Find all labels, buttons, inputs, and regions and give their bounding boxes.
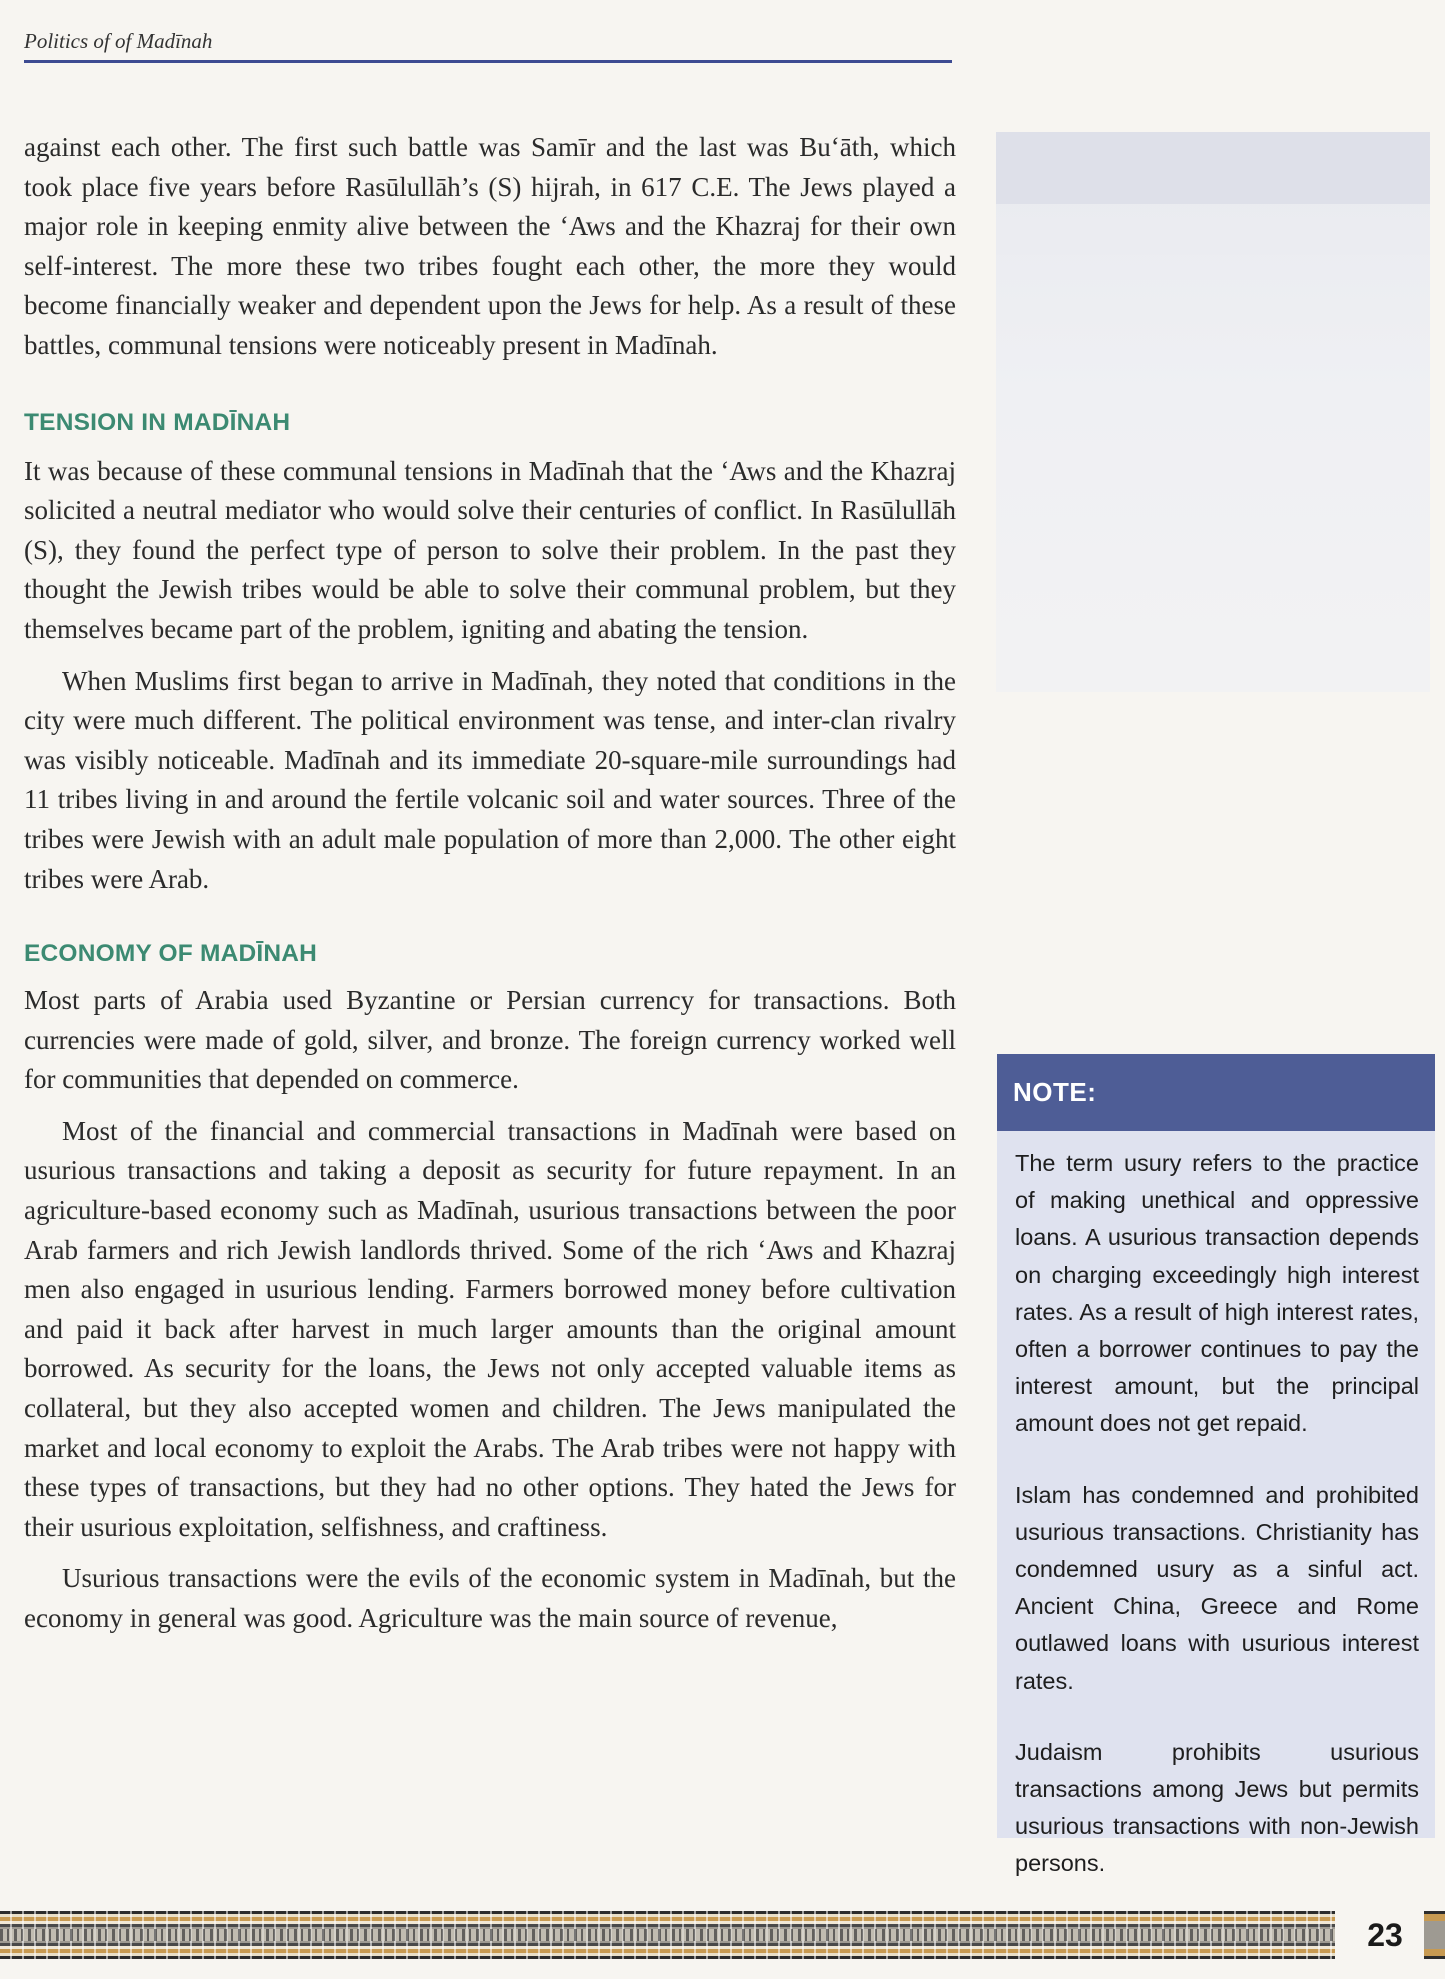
note-paragraph-1: The term usury refers to the practice of making unethical and oppressive loans. A usurious transaction depends on charging exceedingly high interest rates. As a result of high interest rates, often a borrower continues to pay the interest amount, but the principal amount does not get repaid. [1015,1150,1419,1437]
bleed-through-area [996,132,1430,692]
note-body [997,1131,1435,1883]
main-text [24,128,956,1639]
paragraph-economy-1: Most parts of Arabia used Byzantine or Persian currency for transactions. Both currencies were made of gold, silver, and bronze. The foreign currency worked well for communities that depended on commerce. [24,985,956,1095]
page-footer [0,1903,1445,1979]
note-title: NOTE: [997,1054,1435,1131]
paragraph-tension-2: When Muslims first began to arrive in Madīnah, they noted that conditions in the city were much different. The political environment was tense, and inter-clan rivalry was visibly noticeable. Madīnah and its immediate 20-square-mile surroundings had 11 tribes living in and around the fertile volcanic soil and water sources. Three of the tribes were Jewish with an adult male population of more than 2,000. The other eight tribes were Arab. [24,665,956,894]
heading-tension: TENSION IN MADĪNAH [24,408,291,436]
paragraph-economy-3: Usurious transactions were the evils of the economic system in Madīnah, but the economy in general was good. Agriculture was the main source of revenue, [24,1563,956,1633]
running-title: Politics of of Madīnah [24,29,213,53]
decorative-border-end [1424,1911,1445,1959]
header-rule [24,60,952,63]
paragraph-tension-1: It was because of these communal tensions in Madīnah that the ‘Aws and the Khazraj solicited a neutral mediator who would solve their centuries of conflict. In Rasūlullāh (S), they found the perfect type of person to solve their problem. In the past they thought the Jewish tribes would be able to solve their communal problem, but they themselves became part of the problem, igniting and abating the tension. [24,455,956,644]
note-paragraph-3: Judaism prohibits usurious transactions among Jews but permits usurious transactions with non-Jewish persons. [1015,1738,1419,1877]
paragraph-economy-2: Most of the financial and commercial transactions in Madīnah were based on usurious transactions and taking a deposit as security for future repayment. In an agriculture-based economy such as Madīnah, usurious transactions between the poor Arab farmers and rich Jewish landlords thrived. Some of the rich ‘Aws and Khazraj men also engaged in usurious lending. Farmers borrowed money before cultivation and paid it back after harvest in much larger amounts than the original amount borrowed. As security for the loans, the Jews not only accepted valuable items as collateral, but they also accepted women and children. The Jews manipulated the market and local economy to exploit the Arabs. The Arab tribes were not happy with these types of transactions, but they had no other options. They hated the Jews for their usurious exploitation, selfishness, and craftiness. [24,1115,956,1542]
decorative-border [0,1911,1335,1959]
page-number: 23 [1352,1911,1418,1959]
paragraph-intro: against each other. The first such battle was Samīr and the last was Bu‘āth, which took place five years before Rasūlullāh’s (S) hijrah, in 617 C.E. The Jews played a major role in keeping enmity alive between the ‘Aws and the Khazraj for their own self-interest. The more these two tribes fought each other, the more they would become financially weaker and dependent upon the Jews for help. As a result of these battles, communal tensions were noticeably present in Madīnah. [24,132,956,360]
heading-economy: ECONOMY OF MADĪNAH [24,940,318,968]
note-paragraph-2: Islam has condemned and prohibited usurious transactions. Christianity has condemned usury as a sinful act. Ancient China, Greece and Rome outlawed loans with usurious interest rates. [1015,1481,1419,1694]
page-header [24,28,952,63]
bleed-through-band [996,132,1430,204]
note-box [997,1054,1435,1877]
